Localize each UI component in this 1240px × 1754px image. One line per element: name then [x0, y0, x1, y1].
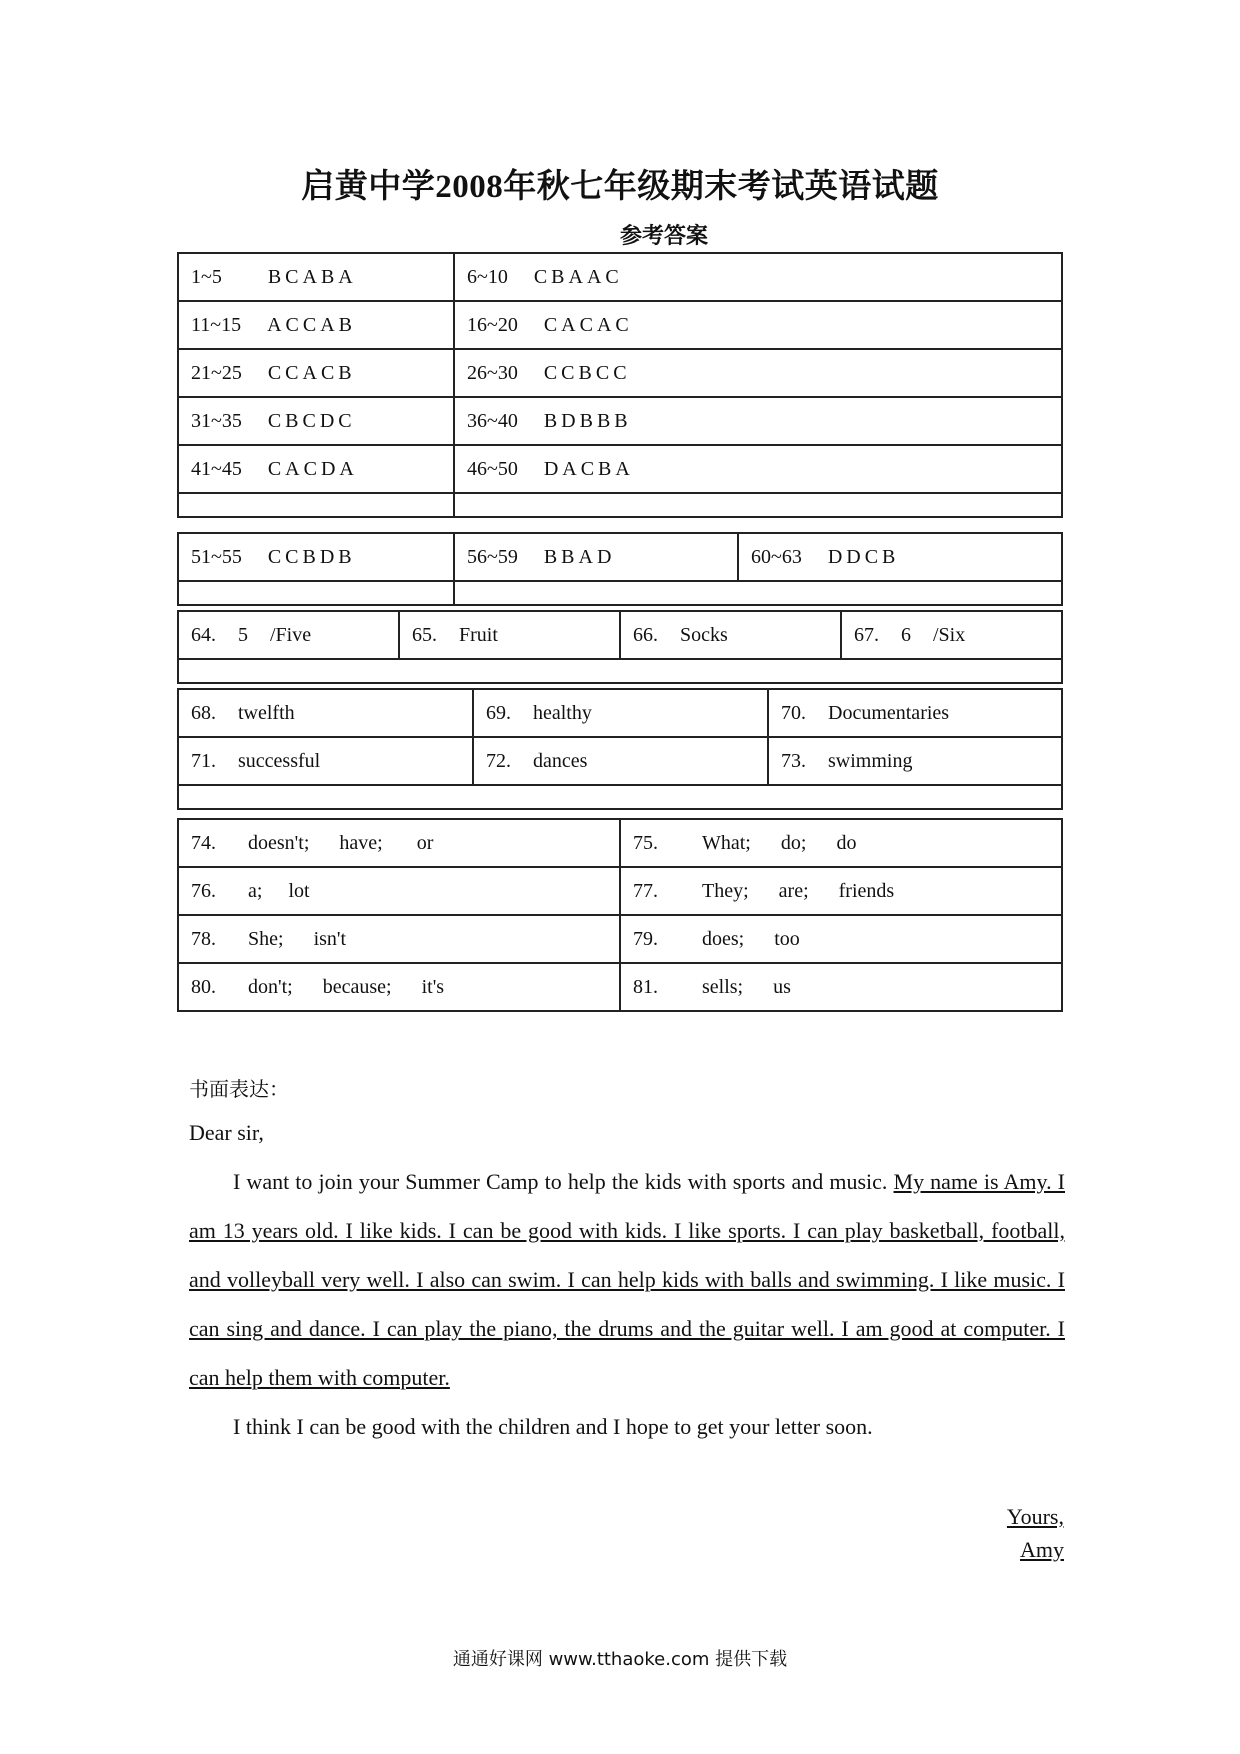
answer-cell: 56~59 BBAD [454, 533, 738, 581]
answer-cell: 51~55 CCBDB [178, 533, 454, 581]
answer-cell: 31~35 CBCDC [178, 397, 454, 445]
table-spacer-row [178, 659, 1062, 683]
answer-cell: 75. What; do; do [620, 819, 1062, 867]
letter-underlined-text: My name is Amy. I am 13 years old. I like kids. I can be good with kids. I like sports. I can play basketball, football, and volleyball very well. I also can swim. I can help kids with balls and swimming. I like music. I can sing and dance. I can play the piano, the drums and the guitar well. I am good at computer. I can help them with computer. [189, 1169, 1066, 1390]
table-row [178, 819, 1062, 867]
answer-cell: 70. Documentaries [768, 689, 1062, 737]
answer-cell: 67. 6 /Six [841, 611, 1062, 659]
letter-text: I want to join your Summer Camp to help the kids with sports and music. [233, 1169, 894, 1194]
answer-cell: 60~63 DDCB [738, 533, 1062, 581]
answer-cell: 11~15 ACCAB [178, 301, 454, 349]
table-row [178, 349, 1062, 397]
letter-closing: Yours, [1006, 1504, 1064, 1529]
table-row [178, 301, 1062, 349]
answer-cell: 74. doesn't; have; or [178, 819, 620, 867]
table-row [178, 253, 1062, 301]
table-spacer-row [178, 785, 1062, 809]
table-row [178, 963, 1062, 1011]
answer-cell: 81. sells; us [620, 963, 1062, 1011]
answer-cell: 78. She; isn't [178, 915, 620, 963]
answer-cell: 36~40 BDBBB [454, 397, 1062, 445]
answer-cell: 69. healthy [473, 689, 768, 737]
answer-cell: 72. dances [473, 737, 768, 785]
answer-cell: 46~50 DACBA [454, 445, 1062, 493]
document-title: 启黄中学2008年秋七年级期末考试英语试题 [301, 169, 939, 205]
letter-body [189, 1108, 1065, 1451]
answer-table-mc2 [177, 532, 1063, 606]
letter-signature: Amy [1020, 1537, 1064, 1562]
answer-cell: 71. successful [178, 737, 473, 785]
table-row [178, 397, 1062, 445]
table-row [178, 737, 1062, 785]
answer-cell: 6~10 CBAAC [454, 253, 1062, 301]
answer-cell: 80. don't; because; it's [178, 963, 620, 1011]
answer-cell: 76. a; lot [178, 867, 620, 915]
letter-paragraph [189, 1157, 1065, 1402]
table-row [178, 445, 1062, 493]
table-row [178, 689, 1062, 737]
table-row [178, 915, 1062, 963]
answer-cell: 77. They; are; friends [620, 867, 1062, 915]
answer-cell: 26~30 CCBCC [454, 349, 1062, 397]
answer-cell: 79. does; too [620, 915, 1062, 963]
letter-salutation: Dear sir, [189, 1120, 264, 1145]
page-footer: 通通好课网 www.tthaoke.com 提供下载 [452, 1649, 788, 1670]
table-spacer-row [178, 493, 1062, 517]
answer-cell: 66. Socks [620, 611, 841, 659]
answer-table-fill3 [177, 818, 1063, 1012]
answer-cell: 68. twelfth [178, 689, 473, 737]
document-subtitle: 参考答案 [620, 223, 709, 248]
letter-closing-block [1007, 1500, 1064, 1566]
table-row [178, 867, 1062, 915]
answer-table-fill1 [177, 610, 1063, 684]
table-row [178, 611, 1062, 659]
answer-table-fill2 [177, 688, 1063, 810]
answer-cell: 64. 5 /Five [178, 611, 399, 659]
writing-section-label: 书面表达： [189, 1077, 289, 1101]
answer-cell: 41~45 CACDA [178, 445, 454, 493]
letter-paragraph: I think I can be good with the children and I hope to get your letter soon. [233, 1414, 873, 1439]
answer-cell: 21~25 CCACB [178, 349, 454, 397]
table-spacer-row [178, 581, 1062, 605]
answer-cell: 16~20 CACAC [454, 301, 1062, 349]
answer-cell: 73. swimming [768, 737, 1062, 785]
answer-cell: 65. Fruit [399, 611, 620, 659]
answer-table-mc [177, 252, 1063, 518]
table-row [178, 533, 1062, 581]
answer-cell: 1~5 BCABA [178, 253, 454, 301]
